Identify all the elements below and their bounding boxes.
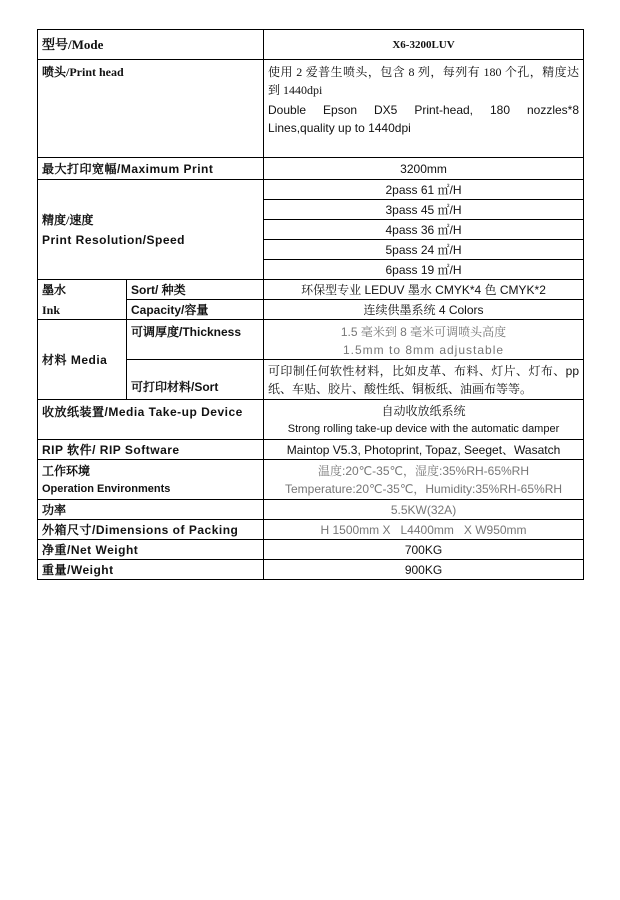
- ink-label: [38, 280, 127, 320]
- power-value: 5.5KW(32A): [264, 500, 584, 520]
- packing-value: H 1500mm X L4400mm X W950mm: [264, 520, 584, 540]
- ink-label-en: Ink: [42, 302, 61, 317]
- environment-cn: 温度:20℃-35℃，湿度:35%RH-65%RH: [318, 463, 530, 478]
- row-weight: [38, 560, 584, 580]
- row-ink-sort: [38, 280, 584, 300]
- resolution-row: 4pass 36 ㎡/H: [264, 220, 584, 240]
- media-sort-label: 可打印材料/Sort: [127, 360, 264, 400]
- ink-sort-value: 环保型专业 LEDUV 墨水 CMYK*4 色 CMYK*2: [264, 280, 584, 300]
- row-rip: [38, 440, 584, 460]
- ink-sort-label: Sort/ 种类: [127, 280, 264, 300]
- takeup-label: 收放纸装置/Media Take-up Device: [38, 400, 264, 440]
- row-takeup: [38, 400, 584, 440]
- ink-label-cn: 墨水: [42, 282, 67, 297]
- takeup-en: Strong rolling take-up device with the automatic damper: [287, 422, 560, 435]
- power-label: 功率: [38, 500, 264, 520]
- resolution-label-cn: 精度/速度: [42, 212, 94, 227]
- ink-capacity-value: 连续供墨系统 4 Colors: [264, 300, 584, 320]
- takeup-cn: 自动收放纸系统: [381, 403, 466, 418]
- row-power: [38, 500, 584, 520]
- media-sort-value: 可印制任何软性材料，比如皮革、布料、灯片、灯布、pp 纸、车贴、胶片、酸性纸、铜板纸、油画布等等。: [264, 360, 584, 400]
- media-thickness-en: 1.5mm to 8mm adjustable: [342, 343, 505, 357]
- rip-value: Maintop V5.3, Photoprint, Topaz, Seeget、Wasatch: [264, 440, 584, 460]
- media-label: 材料 Media: [38, 320, 127, 400]
- resolution-label: [38, 180, 264, 280]
- weight-value: 900KG: [264, 560, 584, 580]
- print-head-value: [264, 60, 584, 158]
- ink-capacity-label: Capacity/容量: [127, 300, 264, 320]
- resolution-row: 6pass 19 ㎡/H: [264, 260, 584, 280]
- row-environment: [38, 460, 584, 500]
- model-value: X6-3200LUV: [264, 30, 584, 60]
- max-print-label: 最大打印宽幅/Maximum Print: [38, 158, 264, 180]
- print-head-label: 喷头/Print head: [38, 60, 264, 158]
- model-label: 型号/Mode: [38, 30, 264, 60]
- resolution-label-en: Print Resolution/Speed: [42, 232, 186, 247]
- media-thickness-cn: 1.5 毫米到 8 毫米可调喷头高度: [340, 325, 507, 339]
- environment-en: Temperature:20℃-35℃，Humidity:35%RH-65%RH: [284, 481, 563, 496]
- print-head-cn: 使用 2 爱普生喷头，包含 8 列，每列有 180 个孔，精度达到 1440dpi: [268, 65, 580, 97]
- row-resolution-1: [38, 180, 584, 200]
- row-media-thickness: [38, 320, 584, 360]
- takeup-value: [264, 400, 584, 440]
- spec-table: [37, 29, 584, 580]
- resolution-row: 2pass 61 ㎡/H: [264, 180, 584, 200]
- row-max-print: [38, 158, 584, 180]
- row-model: [38, 30, 584, 60]
- resolution-row: 3pass 45 ㎡/H: [264, 200, 584, 220]
- environment-value: [264, 460, 584, 500]
- print-head-en: Double Epson DX5 Print-head, 180 nozzles*8 Lines,quality up to 1440dpi: [268, 103, 580, 135]
- media-thickness-value: [264, 320, 584, 360]
- row-net-weight: [38, 540, 584, 560]
- environment-label-en: Operation Environments: [42, 482, 171, 495]
- row-packing: [38, 520, 584, 540]
- media-thickness-label: 可调厚度/Thickness: [127, 320, 264, 360]
- environment-label: [38, 460, 264, 500]
- row-print-head: [38, 60, 584, 158]
- packing-label: 外箱尺寸/Dimensions of Packing: [38, 520, 264, 540]
- max-print-value: 3200mm: [264, 158, 584, 180]
- net-weight-label: 净重/Net Weight: [38, 540, 264, 560]
- net-weight-value: 700KG: [264, 540, 584, 560]
- environment-label-cn: 工作环境: [42, 463, 91, 478]
- weight-label: 重量/Weight: [38, 560, 264, 580]
- resolution-row: 5pass 24 ㎡/H: [264, 240, 584, 260]
- rip-label: RIP 软件/ RIP Software: [38, 440, 264, 460]
